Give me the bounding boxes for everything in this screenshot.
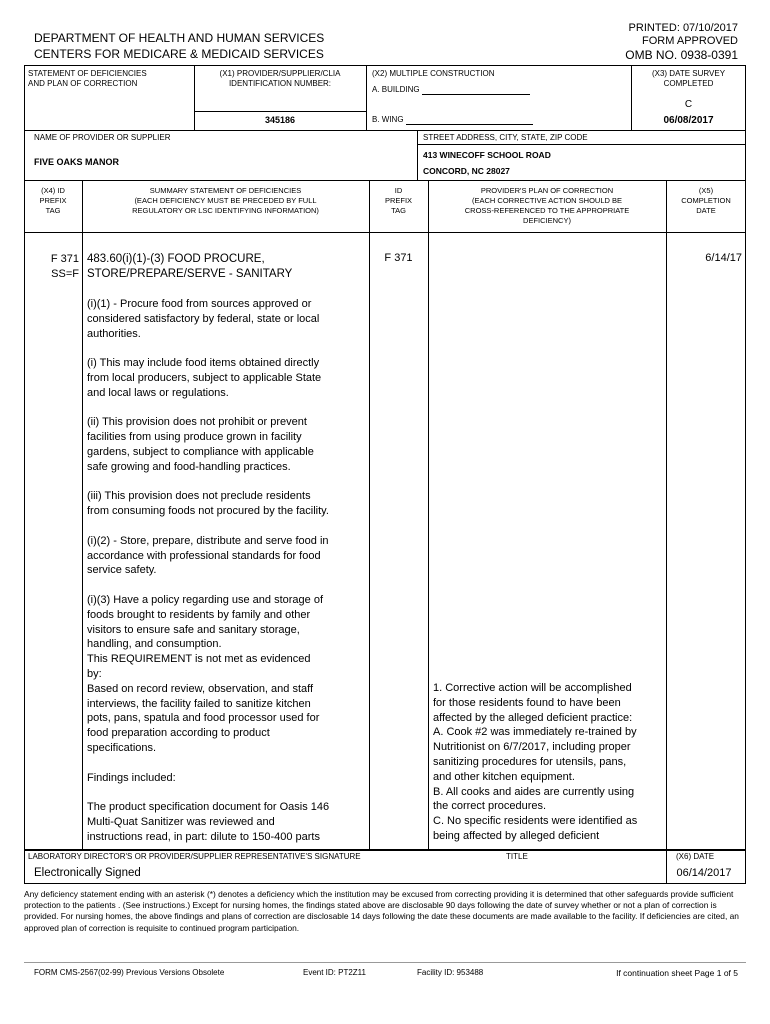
- plan-id-tag: F 371: [384, 252, 413, 264]
- survey-code: C: [684, 99, 693, 110]
- survey-date: 06/08/2017: [663, 115, 714, 126]
- scope-severity: SS=F: [51, 268, 79, 280]
- completion-date: 6/14/17: [705, 252, 742, 264]
- x4-header: (X4) ID PREFIX TAG: [39, 186, 67, 215]
- x3-label: (X3) DATE SURVEY COMPLETED: [651, 69, 726, 88]
- wing-field: B. WING: [372, 115, 533, 125]
- signature-label: LABORATORY DIRECTOR'S OR PROVIDER/SUPPLIER REPRESENTATIVE'S SIGNATURE: [28, 852, 361, 861]
- deficiency-summary-text: (i)(1) - Procure food from sources approved or considered satisfactory by federal, state or local authorities. (i) This may include food items obtained directly from local producers, subject to applicable State and local laws or regulations. (ii) This provision does not prohibit or prevent facilities from using produce grown in facility gardens, subject to compliance with applicable safe growing and food-handling practices. (iii) This provision does not preclude residents from consuming foods not procured by the facility. (i)(2) - Store, prepare, distribute and serve food in accordance with professional standards for food service safety. (i)(3) Have a policy regarding use and storage of foods brought to residents by family and other visitors to ensure safe and sanitary storage, handling, and consumption. This REQUIREMENT is not met as evidenced by: Based on record review, observation, and staff interviews, the facility failed to sanitize kitchen pots, pans, spatula and food processor used for food preparation according to product specifications. Findings included: The product specification document for Oasis 146 Multi-Quat Sanitizer was reviewed and instructions read, in part: dilute to 150-400 parts: [87, 298, 330, 843]
- deficiency-title: 483.60(i)(1)-(3) FOOD PROCURE, STORE/PREPARE/SERVE - SANITARY: [87, 253, 293, 280]
- statement-label: STATEMENT OF DEFICIENCIES AND PLAN OF CORRECTION: [28, 69, 147, 88]
- omb-number: OMB NO. 0938-0391: [625, 48, 738, 62]
- address-city: CONCORD, NC 28027: [423, 166, 510, 176]
- signature-date: 06/14/2017: [676, 867, 732, 879]
- dept-name: DEPARTMENT OF HEALTH AND HUMAN SERVICES: [34, 31, 325, 45]
- address-label: STREET ADDRESS, CITY, STATE, ZIP CODE: [423, 133, 588, 142]
- provider-name: FIVE OAKS MANOR: [34, 157, 120, 167]
- provider-id-number: 345186: [264, 115, 296, 125]
- cms-name: CENTERS FOR MEDICARE & MEDICAID SERVICES: [34, 47, 324, 61]
- signature-value: Electronically Signed: [34, 867, 141, 879]
- signature-date-label: (X6) DATE: [676, 852, 715, 861]
- building-field: A. BUILDING: [372, 85, 530, 95]
- printed-date: PRINTED: 07/10/2017: [628, 22, 738, 34]
- event-id: Event ID: PT2Z11: [303, 968, 366, 977]
- page-number: If continuation sheet Page 1 of 5: [616, 968, 738, 978]
- title-label: TITLE: [506, 852, 528, 861]
- agency-header: [34, 30, 324, 62]
- form-status-header: [625, 22, 738, 62]
- provider-name-label: NAME OF PROVIDER OR SUPPLIER: [34, 133, 171, 142]
- wing-blank: [406, 116, 533, 125]
- plan-header: PROVIDER'S PLAN OF CORRECTION (EACH CORRECTIVE ACTION SHOULD BE CROSS-REFERENCED TO THE APPROPRIATE DEFICIENCY): [464, 186, 630, 225]
- facility-id: Facility ID: 953488: [417, 968, 484, 977]
- completion-header: (X5) COMPLETION DATE: [681, 186, 731, 215]
- form-approved: FORM APPROVED: [642, 35, 738, 47]
- deficiency-tag: F 371 SS=F: [24, 252, 79, 282]
- disclaimer-text: Any deficiency statement ending with an asterisk (*) denotes a deficiency which the institution may be excused from correcting providing it is determined that other safeguards provide sufficient protection to the patients . (See instructions.) Except for nursing homes, the findings stated above are disclosable 90 days following the date of survey whether or not a plan of correction is provided. For nursing homes, the above findings and plans of correction are disclosable 14 days following the date these documents are made available to the facility. If deficiencies are cited, an approved plan of correction is requisite to continued program participation.: [24, 889, 739, 933]
- form-number: FORM CMS-2567(02-99) Previous Versions Obsolete: [34, 968, 225, 977]
- x2-label: (X2) MULTIPLE CONSTRUCTION: [372, 69, 495, 78]
- summary-header: SUMMARY STATEMENT OF DEFICIENCIES (EACH DEFICIENCY MUST BE PRECEDED BY FULL REGULATORY OR LSC IDENTIFYING INFORMATION): [132, 186, 319, 215]
- x1-label: (X1) PROVIDER/SUPPLIER/CLIA IDENTIFICATION NUMBER:: [219, 69, 341, 88]
- address-street: 413 WINECOFF SCHOOL ROAD: [423, 150, 551, 160]
- id-prefix-header: ID PREFIX TAG: [384, 186, 413, 215]
- plan-of-correction-text: 1. Corrective action will be accomplished for those residents found to have been affected by the alleged deficient practice: A. Cook #2 was immediately re-trained by Nutritionist on 6/7/2017, including proper sanitizing procedures for utensils, pans, and other kitchen equipment. B. All cooks and aides are currently using the correct procedures. C. No specific residents were identified as being affected by alleged deficient: [433, 682, 638, 842]
- building-blank: [422, 86, 530, 95]
